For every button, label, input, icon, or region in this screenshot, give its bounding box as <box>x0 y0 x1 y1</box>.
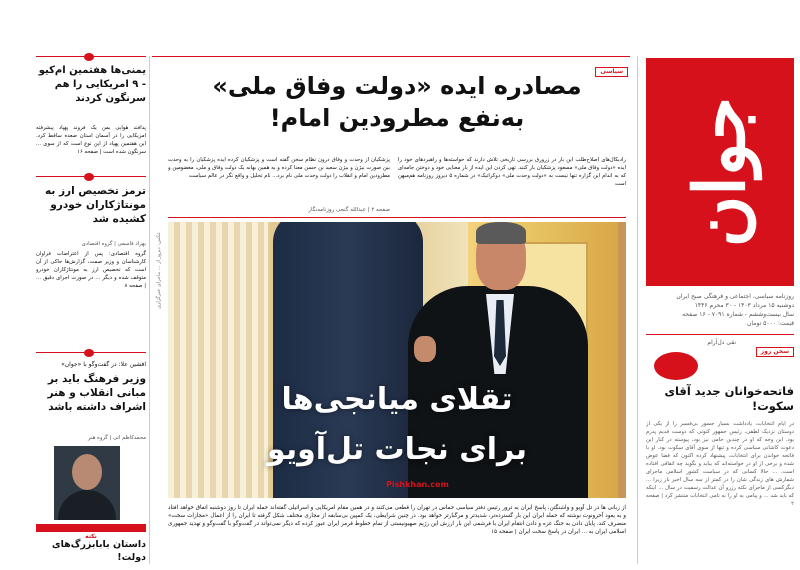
story2-author: بهزاد قاسمی | گروه اقتصادی <box>81 241 146 247</box>
col-sep-left <box>149 56 150 564</box>
main-headline <box>168 70 626 134</box>
sokhan-badge: سخن روز <box>756 347 794 357</box>
sokhan-author: نقی دل‌آرام <box>707 339 736 346</box>
headline-col-right: رادیکال‌های اصلاح‌طلب این بار در زرورق بررسی تاریخی تلاش دارند که خواسته‌ها و راهبردهای خود را ایده «دولت وفاق ملی» مسعود پزشکیان بار کنند. تهی کردن این ایده از بار معنایی خود و دوختن جامه‌ای که به اندام این گزاره تنها نیست به «دولت وحدت ملی» دوکراتیک» در شماره ۵ دیروز روزنامه هم‌میهن است <box>398 157 626 187</box>
marker-icon <box>84 53 94 61</box>
story1-title: یمنی‌ها هفتمین ام‌کیو - ۹ امریکایی را هم سرنگون کردند <box>38 65 146 104</box>
sokhan-title: فاتحه‌خوانان جدید آقای سکوت! <box>664 384 794 413</box>
story2-title: ترمز تخصیص ارز به مونتاژکاران خودرو کشیده شد <box>45 185 146 225</box>
sokhan-badge-wrap <box>740 338 794 357</box>
story4-title: داستان بابابزرگ‌های دولت! <box>51 539 146 563</box>
main-photo <box>168 222 626 498</box>
col-sep-right <box>637 56 638 564</box>
marker-icon <box>84 349 94 357</box>
masthead-rule <box>646 334 794 335</box>
sokhan-seal-icon <box>654 352 698 380</box>
nokte-badge: نکته <box>80 532 102 542</box>
marker-icon <box>84 173 94 181</box>
top-rule <box>152 56 630 57</box>
headline-source: صفحه ۲ | عبدالله گنجی روزنامه‌نگار <box>308 207 390 213</box>
main-headline-line1: مصادره ایده «دولت وفاق ملی» <box>212 72 582 100</box>
story1-body: پدافند هوایی یمن یک فروند پهپاد پیشرفته امریکایی را در آسمان استان صعده ساقط کرد. این هفتمین پهپاد از این نوع است که از سوی ... سرنگون شده است | صفحه ۱۶ <box>36 125 146 155</box>
photo-side-credit: عکس: دیروز از ... ماجرای خبرگزاری <box>156 232 162 310</box>
main-headline-line2: به‌نفع مطرودین امام! <box>269 104 525 132</box>
hair-shape <box>476 222 526 244</box>
masthead-info <box>646 292 794 328</box>
story2-body: گروه اقتصادی: پس از اعتراضات فراوان کارشناسان و وزیر صمت، گزارش‌ها حاکی از آن است که تخصیص ارز به مونتاژکاران خودرو متوقف شده و دیگر ... در صورت اجرای دقیق ... | صفحه ۸ <box>36 251 146 289</box>
headline-rule <box>168 217 626 218</box>
masthead-line3: سال بیست‌وششم - شماره ۷۰۹۱ - ۱۶ صفحه <box>682 311 794 318</box>
hand-shape <box>414 336 436 362</box>
photo-caption-1: تقلای میانجی‌ها <box>281 382 513 417</box>
story3-title: وزیر فرهنگ باید بر مبانی انقلاب و هنر اشراف داشته باشد <box>47 373 146 413</box>
story3-author: محمدکاظم اتی | گروه هنر <box>88 435 146 441</box>
headline-col-left: پزشکیان از وحدت و وفاق درون نظام سخن گفته است و پزشکیان کرده ایده پزشکیان را به وحدت بین صورت بیژن و بیژن سعید بن حسن معنا کرده و به همین بهانه یک دولت وفاق و ملی، معضومین و مطرودین امام و انقلاب را دولت وحدت ملی نام برد... نام تحلیل و واقع نگر در عالم سیاست <box>168 157 390 179</box>
newspaper-logo: جوان <box>646 58 794 286</box>
masthead-line1: روزنامه سیاسی، اجتماعی و فرهنگی صبح ایران <box>676 293 794 300</box>
photo-caption-2: برای نجات تل‌آویو <box>267 432 527 467</box>
bottom-story: از زبانی ها در تل آویو و واشنگتن، پاسخ ایران به ترور رئیس دفتر سیاسی حماس در تهران را قطعی می‌کنند و در همین مقام امریکایی و اسرائیلی گفته‌اند حمله ایران تا روز دوشنبه اتفاق خواهد افتاد و به یعود آحرونوت نوشته که حمله ایران این بار گسترده‌تر، شدیدتر و مرگبارتر خواهد بود. در چنین شرایطی، یک کمپین بی‌سابقه از مجاری مختلف شکل گرفته تا ایران را از اعمال «مجازات سخت» منصرف کند. پایان دادن به جنگ غزه و دادن انتقام ایران با فرشمی این بار ارزش این رژیم صهیونیستی از تمام خطوط قرمز ایران عبور کرده که دیگر نمی‌تواند در گفت‌وگو با گفت‌وگو و تهدید جمهوری اسلامی ایران به ... ایران در پاسخ سخت ایران | صفحه ۱۵ <box>168 505 626 535</box>
photo-watermark: Pishkhan.com <box>386 480 449 489</box>
author-photo <box>54 446 120 520</box>
masthead-line2: دوشنبه ۱۵ مرداد ۱۴۰۳ - ۳۰ محرم ۱۴۴۶ <box>694 302 794 309</box>
sokhan-body: در ایام انتخابات، یادداشت بسیار جسور بی‌فسیر را از یکی از دوستان نزدیک لطفی، رئیس جمهور کنونی که دوست قدیم پدرم بود. این وجه که او در چندین حامی نیز بود، پیوسته در کنار این دعوت کاشانی سیاسی کرده و تنها از سوی آقای سکوت بود. او با فاتحه خواندن برای انتخابات، پیشنهاد کرده اکنون که فضا عوض شده و برخی از او در خواسته‌اند که بیاید و بگوید چه اتفاقی افتاده است، ... حالا کسانی که در سیاست کشور اسلامی ماجرای شمارش های زندگی شان را در کمتر از سه سال اخیر بار زیرا ... دیگرکسی از ماجرای نکته رزرو آن عدالت رسمیت در سال ... اینکه که باید شد ... و پیامی به او را به نامی انتخابات منتشر کرد | صفحه ۲ <box>646 421 794 507</box>
story3-kicker: افشین علا: در گفت‌وگو با «جوان» <box>61 361 146 368</box>
siasi-badge: سیاسی <box>595 67 628 77</box>
masthead-line4: قیمت: ۵۰۰۰ تومان <box>747 320 794 327</box>
